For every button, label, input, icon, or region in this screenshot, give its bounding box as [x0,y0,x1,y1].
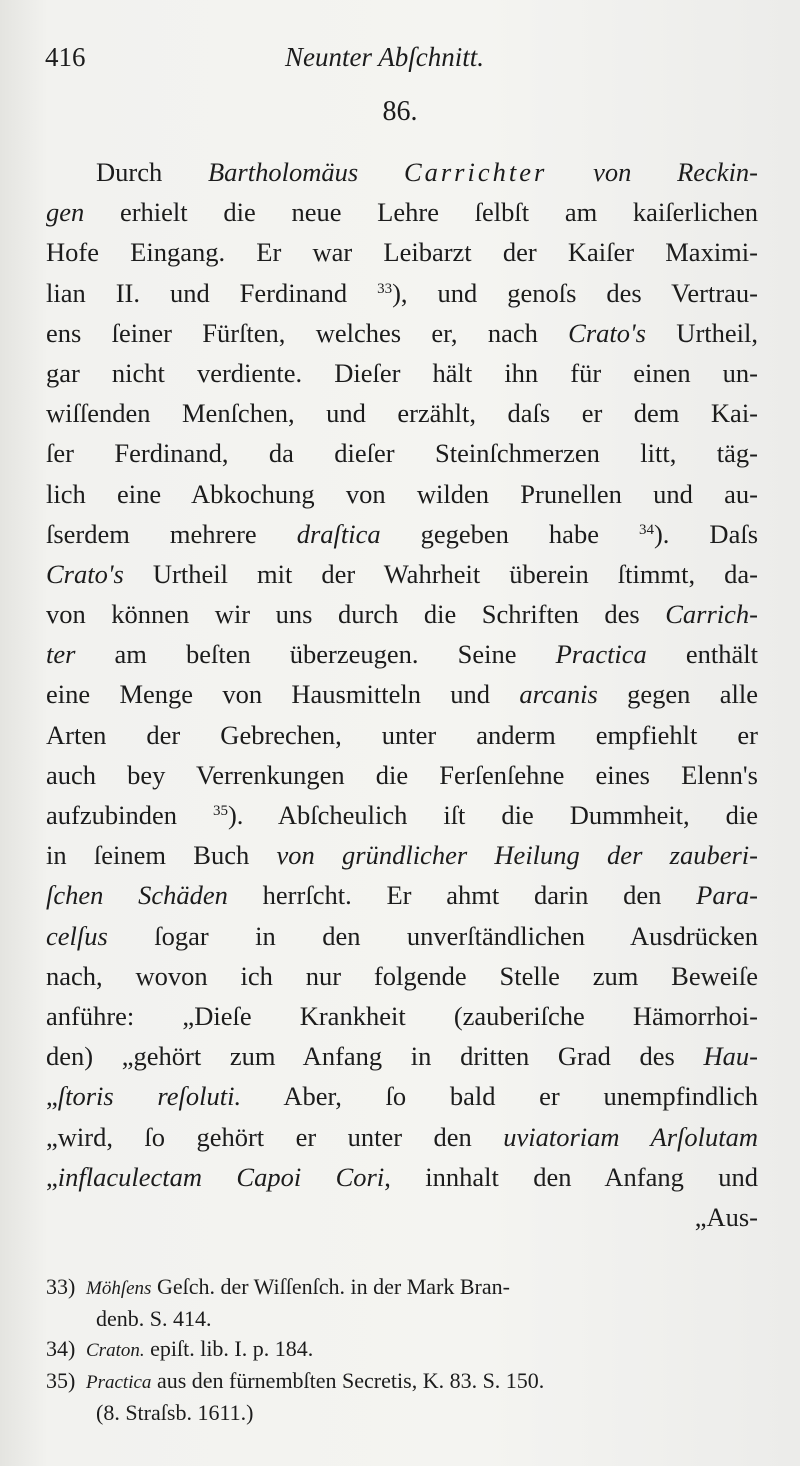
text-line: auch bey Verrenkungen die Ferſenſehne eines Elenn's [46,759,758,790]
text-line: ſchen Schäden herrſcht. Er ahmt darin den Para- [46,880,758,911]
text-line: lich eine Abkochung von wilden Prunellen und au- [46,478,758,509]
text-line: ſer Ferdinand, da dieſer Steinſchmerzen litt, täg- [46,438,758,469]
text-line: lian II. und Ferdinand $^{33}$), und genoſs des Vertrau- [46,277,758,308]
text-line: „wird, ſo gehört er unter den uviatoriam Arſolutam [46,1121,758,1152]
text-line: „inflaculectam Capoi Cori, innhalt den Anfang und [46,1161,759,1192]
page-header [45,42,745,82]
text-line: in ſeinem Buch von gründlicher Heilung der zauberi- [46,840,758,871]
footnote-ref: 34 [638,521,654,538]
text-line: Durch Bartholomäus Carrichter von Reckin- [96,157,759,187]
text-line: eine Menge von Hausmitteln und arcanis gegen alle [46,679,758,710]
footnotes [46,1272,758,1428]
body-paragraph [46,152,758,1237]
text-line: den) „gehört zum Anfang in dritten Grad des Hau- [46,1041,758,1072]
footnote-ref: 35 [212,803,228,819]
section-number: 86. [382,96,418,127]
footnote-ref: 33 [377,280,393,297]
page-number: 416 [45,42,86,72]
text-line: von können wir uns durch die Schriften des Carrich- [46,599,758,630]
text-line: Hofe Eingang. Er war Leibarzt der Kaiſer Maximi- [46,237,758,268]
text-line: anführe: „Dieſe Krankheit (zauberiſche Hämorrhoi- [46,1000,758,1031]
text-line: wiſſenden Menſchen, und erzählt, daſs er dem Kai- [46,398,758,429]
text-line: gar nicht verdiente. Dieſer hält ihn für einen un- [46,357,758,388]
text-line: Crato's Urtheil mit der Wahrheit überein ſtimmt, da- [46,558,758,589]
text-line: gen erhielt die neue Lehre ſelbſt am kaiſerlichen [46,197,758,228]
footnote-34: 34) Craton. epiſt. lib. I. p. 184. [46,1336,314,1361]
text-line: celſus ſogar in den unverſtändlichen Ausdrücken [46,920,758,951]
footnote-35: 35) Practica aus den fürnembſten Secretis, K. 83. S. 150. [46,1368,545,1393]
text-line: ens ſeiner Fürſten, welches er, nach Crato's Urtheil, [46,317,758,348]
text-line: „ſtoris reſoluti. Aber, ſo bald er unempfindlich [46,1081,758,1112]
catchword: „Aus- [694,1201,758,1232]
text-line: ter am beſten überzeugen. Seine Practica enthält [46,639,758,670]
text-line: nach, wovon ich nur folgende Stelle zum Beweiſe [46,960,758,991]
text-line: Arten der Gebrechen, unter anderm empfiehlt er [46,719,758,750]
footnote-33-continuation: denb. S. 414. [96,1306,212,1331]
running-head: Neunter Abſchnitt. [285,42,484,72]
text-line: ſserdem mehrere draſtica gegeben habe $^{34}$). Daſs [46,518,759,549]
text-line: aufzubinden $^{35}$). Abſcheulich iſt die Dummheit, die [46,800,758,830]
footnote-33: 33) Möhſens Geſch. der Wiſſenſch. in der Mark Bran- [46,1274,510,1299]
footnote-35-continuation: (8. Straſsb. 1611.) [96,1400,254,1425]
